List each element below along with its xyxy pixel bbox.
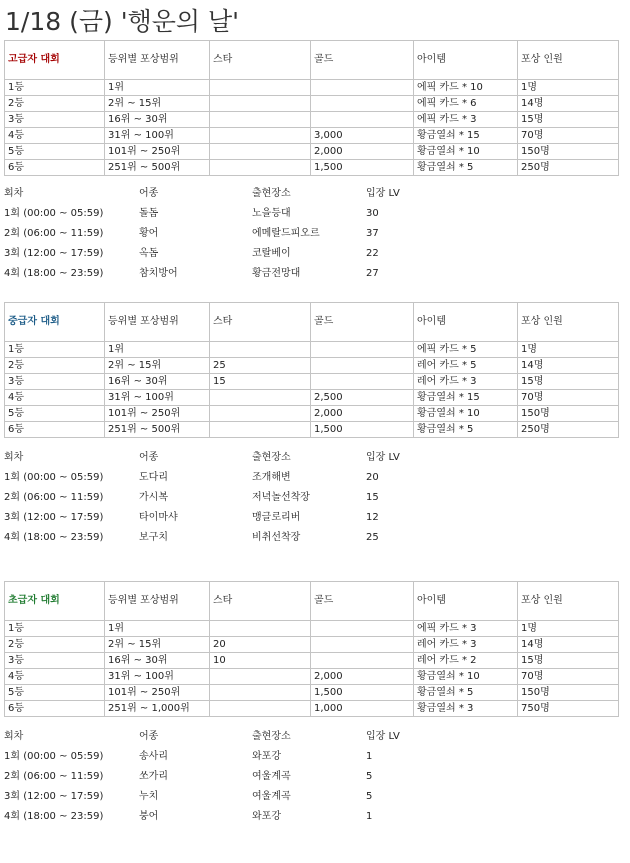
prize-cell: 150명 xyxy=(518,144,619,160)
fish-cell: 누치 xyxy=(139,791,159,802)
prize-cell xyxy=(311,374,414,390)
prize-cell: 황금열쇠 * 10 xyxy=(414,406,518,422)
fish-cell: 맹글로리버 xyxy=(252,512,301,523)
prize-cell: 황금열쇠 * 10 xyxy=(414,669,518,685)
prize-cell: 1명 xyxy=(518,80,619,96)
column-header: 등위별 포상범위 xyxy=(105,582,210,621)
prize-cell: 황금열쇠 * 3 xyxy=(414,701,518,717)
prize-row xyxy=(5,422,619,438)
prize-cell: 15명 xyxy=(518,374,619,390)
prize-cell xyxy=(210,701,311,717)
prize-cell: 16위 ~ 30위 xyxy=(105,653,210,669)
prize-table xyxy=(4,302,619,438)
prize-cell: 황금열쇠 * 5 xyxy=(414,685,518,701)
prize-cell: 150명 xyxy=(518,685,619,701)
fish-row xyxy=(4,204,426,224)
prize-table xyxy=(4,581,619,717)
fish-cell: 1 xyxy=(366,751,373,762)
fish-cell: 에메랄드피오르 xyxy=(252,228,320,239)
fish-cell: 30 xyxy=(366,208,379,219)
prize-cell xyxy=(311,653,414,669)
prize-cell: 2,000 xyxy=(311,406,414,422)
fish-cell: 3회 (12:00 ~ 17:59) xyxy=(4,248,104,259)
fish-column-header: 어종 xyxy=(139,452,159,463)
prize-cell: 251위 ~ 500위 xyxy=(105,422,210,438)
fish-cell: 37 xyxy=(366,228,379,239)
fish-cell: 2회 (06:00 ~ 11:59) xyxy=(4,492,104,503)
prize-cell: 1등 xyxy=(5,80,105,96)
prize-row xyxy=(5,80,619,96)
prize-cell xyxy=(311,342,414,358)
column-header: 스타 xyxy=(210,582,311,621)
prize-cell: 251위 ~ 1,000위 xyxy=(105,701,210,717)
column-header: 등위별 포상범위 xyxy=(105,303,210,342)
prize-cell: 3등 xyxy=(5,112,105,128)
prize-cell xyxy=(210,112,311,128)
prize-row xyxy=(5,390,619,406)
prize-row xyxy=(5,160,619,176)
prize-cell: 에픽 카드 * 3 xyxy=(414,621,518,637)
tournament-name: 고급자 대회 xyxy=(5,41,105,80)
fish-row xyxy=(4,787,426,807)
prize-cell: 1등 xyxy=(5,342,105,358)
prize-cell: 250명 xyxy=(518,160,619,176)
prize-cell: 황금열쇠 * 15 xyxy=(414,390,518,406)
prize-cell: 1,000 xyxy=(311,701,414,717)
prize-cell: 2위 ~ 15위 xyxy=(105,96,210,112)
prize-cell: 3등 xyxy=(5,374,105,390)
fish-cell: 4회 (18:00 ~ 23:59) xyxy=(4,811,104,822)
fish-cell: 코랄베이 xyxy=(252,248,291,259)
prize-row xyxy=(5,144,619,160)
column-header: 골드 xyxy=(311,41,414,80)
fish-cell: 22 xyxy=(366,248,379,259)
fish-row xyxy=(4,747,426,767)
fish-cell: 5 xyxy=(366,771,373,782)
fish-column-header: 회차 xyxy=(4,731,24,742)
fish-cell: 붕어 xyxy=(139,811,159,822)
prize-row xyxy=(5,669,619,685)
prize-cell: 황금열쇠 * 15 xyxy=(414,128,518,144)
fish-cell: 참치방어 xyxy=(139,268,178,279)
prize-cell: 1,500 xyxy=(311,160,414,176)
prize-cell: 5등 xyxy=(5,406,105,422)
prize-cell: 4등 xyxy=(5,128,105,144)
prize-row xyxy=(5,406,619,422)
column-header: 아이템 xyxy=(414,303,518,342)
fish-schedule-table xyxy=(4,727,426,827)
prize-cell: 250명 xyxy=(518,422,619,438)
fish-cell: 3회 (12:00 ~ 17:59) xyxy=(4,791,104,802)
prize-cell: 14명 xyxy=(518,358,619,374)
fish-cell: 2회 (06:00 ~ 11:59) xyxy=(4,228,104,239)
fish-cell: 3회 (12:00 ~ 17:59) xyxy=(4,512,104,523)
fish-row xyxy=(4,244,426,264)
fish-cell: 와포강 xyxy=(252,811,281,822)
column-header: 스타 xyxy=(210,41,311,80)
tournament-name: 초급자 대회 xyxy=(5,582,105,621)
prize-cell xyxy=(311,358,414,374)
fish-cell: 1회 (00:00 ~ 05:59) xyxy=(4,208,104,219)
prize-cell xyxy=(210,422,311,438)
column-header: 포상 인원 xyxy=(518,303,619,342)
fish-cell: 2회 (06:00 ~ 11:59) xyxy=(4,771,104,782)
prize-cell: 2등 xyxy=(5,637,105,653)
prize-cell xyxy=(210,80,311,96)
prize-cell: 15명 xyxy=(518,112,619,128)
prize-cell xyxy=(311,621,414,637)
prize-row xyxy=(5,637,619,653)
prize-cell: 1위 xyxy=(105,80,210,96)
column-header: 아이템 xyxy=(414,582,518,621)
fish-column-header: 어종 xyxy=(139,731,159,742)
prize-cell xyxy=(210,144,311,160)
prize-cell: 2위 ~ 15위 xyxy=(105,358,210,374)
fish-row xyxy=(4,468,426,488)
prize-cell: 1위 xyxy=(105,621,210,637)
prize-cell: 251위 ~ 500위 xyxy=(105,160,210,176)
prize-cell: 2등 xyxy=(5,96,105,112)
prize-cell: 6등 xyxy=(5,422,105,438)
prize-cell xyxy=(210,342,311,358)
prize-cell xyxy=(311,112,414,128)
fish-cell: 4회 (18:00 ~ 23:59) xyxy=(4,532,104,543)
fish-schedule-table xyxy=(4,448,426,548)
fish-cell: 와포강 xyxy=(252,751,281,762)
prize-cell: 750명 xyxy=(518,701,619,717)
prize-cell xyxy=(210,96,311,112)
fish-row xyxy=(4,508,426,528)
fish-cell: 5 xyxy=(366,791,373,802)
fish-column-header: 회차 xyxy=(4,452,24,463)
prize-header-row xyxy=(5,303,619,342)
prize-cell xyxy=(210,621,311,637)
prize-row xyxy=(5,701,619,717)
prize-cell: 1,500 xyxy=(311,685,414,701)
prize-row xyxy=(5,128,619,144)
fish-cell: 20 xyxy=(366,472,379,483)
fish-column-header: 출현장소 xyxy=(252,188,291,199)
prize-cell: 레어 카드 * 3 xyxy=(414,374,518,390)
prize-row xyxy=(5,621,619,637)
fish-cell: 송사리 xyxy=(139,751,168,762)
fish-column-header: 출현장소 xyxy=(252,731,291,742)
fish-cell: 쏘가리 xyxy=(139,771,168,782)
column-header: 스타 xyxy=(210,303,311,342)
prize-cell: 31위 ~ 100위 xyxy=(105,128,210,144)
fish-cell: 옥돔 xyxy=(139,248,159,259)
fish-cell: 1 xyxy=(366,811,373,822)
fish-header-row xyxy=(4,448,426,468)
prize-cell xyxy=(210,128,311,144)
prize-cell: 레어 카드 * 2 xyxy=(414,653,518,669)
fish-cell: 15 xyxy=(366,492,379,503)
prize-cell: 4등 xyxy=(5,390,105,406)
prize-cell: 5등 xyxy=(5,685,105,701)
page-title: 1/18 (금) '행운의 날' xyxy=(5,7,239,36)
fish-header-row xyxy=(4,184,426,204)
column-header: 포상 인원 xyxy=(518,582,619,621)
prize-cell: 레어 카드 * 5 xyxy=(414,358,518,374)
fish-column-header: 입장 LV xyxy=(366,188,400,199)
prize-row xyxy=(5,358,619,374)
fish-row xyxy=(4,488,426,508)
prize-row xyxy=(5,342,619,358)
prize-cell xyxy=(311,96,414,112)
prize-cell: 15 xyxy=(210,374,311,390)
prize-cell: 2등 xyxy=(5,358,105,374)
fish-row xyxy=(4,528,426,548)
fish-cell: 황금전망대 xyxy=(252,268,301,279)
prize-cell: 6등 xyxy=(5,160,105,176)
prize-cell: 70명 xyxy=(518,669,619,685)
fish-cell: 1회 (00:00 ~ 05:59) xyxy=(4,751,104,762)
column-header: 골드 xyxy=(311,303,414,342)
fish-cell: 25 xyxy=(366,532,379,543)
prize-header-row xyxy=(5,41,619,80)
prize-cell: 황금열쇠 * 5 xyxy=(414,422,518,438)
prize-cell xyxy=(311,637,414,653)
prize-cell xyxy=(210,685,311,701)
prize-cell xyxy=(311,80,414,96)
prize-row xyxy=(5,685,619,701)
prize-cell xyxy=(210,669,311,685)
fish-cell: 여울계곡 xyxy=(252,771,291,782)
fish-cell: 27 xyxy=(366,268,379,279)
column-header: 골드 xyxy=(311,582,414,621)
prize-cell: 에픽 카드 * 3 xyxy=(414,112,518,128)
prize-cell: 1위 xyxy=(105,342,210,358)
fish-cell: 저녁놀선착장 xyxy=(252,492,310,503)
fish-cell: 가시복 xyxy=(139,492,168,503)
fish-cell: 돌돔 xyxy=(139,208,159,219)
fish-cell: 보구치 xyxy=(139,532,168,543)
fish-column-header: 입장 LV xyxy=(366,731,400,742)
fish-column-header: 회차 xyxy=(4,188,24,199)
prize-cell: 1명 xyxy=(518,621,619,637)
fish-cell: 12 xyxy=(366,512,379,523)
fish-cell: 조개해변 xyxy=(252,472,291,483)
prize-cell: 70명 xyxy=(518,128,619,144)
prize-cell: 2위 ~ 15위 xyxy=(105,637,210,653)
prize-header-row xyxy=(5,582,619,621)
fish-schedule-table xyxy=(4,184,426,284)
prize-cell: 101위 ~ 250위 xyxy=(105,406,210,422)
prize-row xyxy=(5,374,619,390)
prize-cell xyxy=(210,406,311,422)
fish-cell: 황어 xyxy=(139,228,159,239)
prize-cell: 5등 xyxy=(5,144,105,160)
column-header: 아이템 xyxy=(414,41,518,80)
prize-cell: 101위 ~ 250위 xyxy=(105,685,210,701)
fish-cell: 도다리 xyxy=(139,472,168,483)
prize-cell: 14명 xyxy=(518,96,619,112)
tournament-name: 중급자 대회 xyxy=(5,303,105,342)
prize-cell: 15명 xyxy=(518,653,619,669)
prize-cell: 31위 ~ 100위 xyxy=(105,390,210,406)
fish-cell: 4회 (18:00 ~ 23:59) xyxy=(4,268,104,279)
fish-row xyxy=(4,767,426,787)
fish-cell: 비취선착장 xyxy=(252,532,301,543)
fish-cell: 노을등대 xyxy=(252,208,291,219)
prize-row xyxy=(5,653,619,669)
fish-row xyxy=(4,264,426,284)
prize-cell: 101위 ~ 250위 xyxy=(105,144,210,160)
prize-cell: 31위 ~ 100위 xyxy=(105,669,210,685)
prize-cell: 에픽 카드 * 5 xyxy=(414,342,518,358)
prize-cell: 16위 ~ 30위 xyxy=(105,112,210,128)
prize-cell: 70명 xyxy=(518,390,619,406)
prize-cell: 25 xyxy=(210,358,311,374)
fish-cell: 여울계곡 xyxy=(252,791,291,802)
prize-row xyxy=(5,96,619,112)
fish-column-header: 출현장소 xyxy=(252,452,291,463)
prize-cell: 황금열쇠 * 10 xyxy=(414,144,518,160)
prize-cell: 6등 xyxy=(5,701,105,717)
column-header: 등위별 포상범위 xyxy=(105,41,210,80)
prize-cell: 레어 카드 * 3 xyxy=(414,637,518,653)
prize-cell: 14명 xyxy=(518,637,619,653)
prize-cell: 10 xyxy=(210,653,311,669)
fish-cell: 1회 (00:00 ~ 05:59) xyxy=(4,472,104,483)
prize-cell: 3,000 xyxy=(311,128,414,144)
prize-cell: 3등 xyxy=(5,653,105,669)
fish-row xyxy=(4,224,426,244)
prize-cell: 16위 ~ 30위 xyxy=(105,374,210,390)
prize-cell: 4등 xyxy=(5,669,105,685)
fish-column-header: 입장 LV xyxy=(366,452,400,463)
prize-cell: 2,500 xyxy=(311,390,414,406)
prize-cell: 1,500 xyxy=(311,422,414,438)
fish-column-header: 어종 xyxy=(139,188,159,199)
prize-cell: 2,000 xyxy=(311,144,414,160)
prize-cell: 에픽 카드 * 10 xyxy=(414,80,518,96)
prize-cell: 에픽 카드 * 6 xyxy=(414,96,518,112)
prize-cell: 20 xyxy=(210,637,311,653)
prize-cell xyxy=(210,390,311,406)
fish-cell: 타이마샤 xyxy=(139,512,178,523)
column-header: 포상 인원 xyxy=(518,41,619,80)
prize-cell: 1명 xyxy=(518,342,619,358)
prize-cell: 150명 xyxy=(518,406,619,422)
fish-row xyxy=(4,807,426,827)
prize-cell: 2,000 xyxy=(311,669,414,685)
prize-table xyxy=(4,40,619,176)
prize-cell xyxy=(210,160,311,176)
fish-header-row xyxy=(4,727,426,747)
prize-cell: 황금열쇠 * 5 xyxy=(414,160,518,176)
prize-row xyxy=(5,112,619,128)
prize-cell: 1등 xyxy=(5,621,105,637)
